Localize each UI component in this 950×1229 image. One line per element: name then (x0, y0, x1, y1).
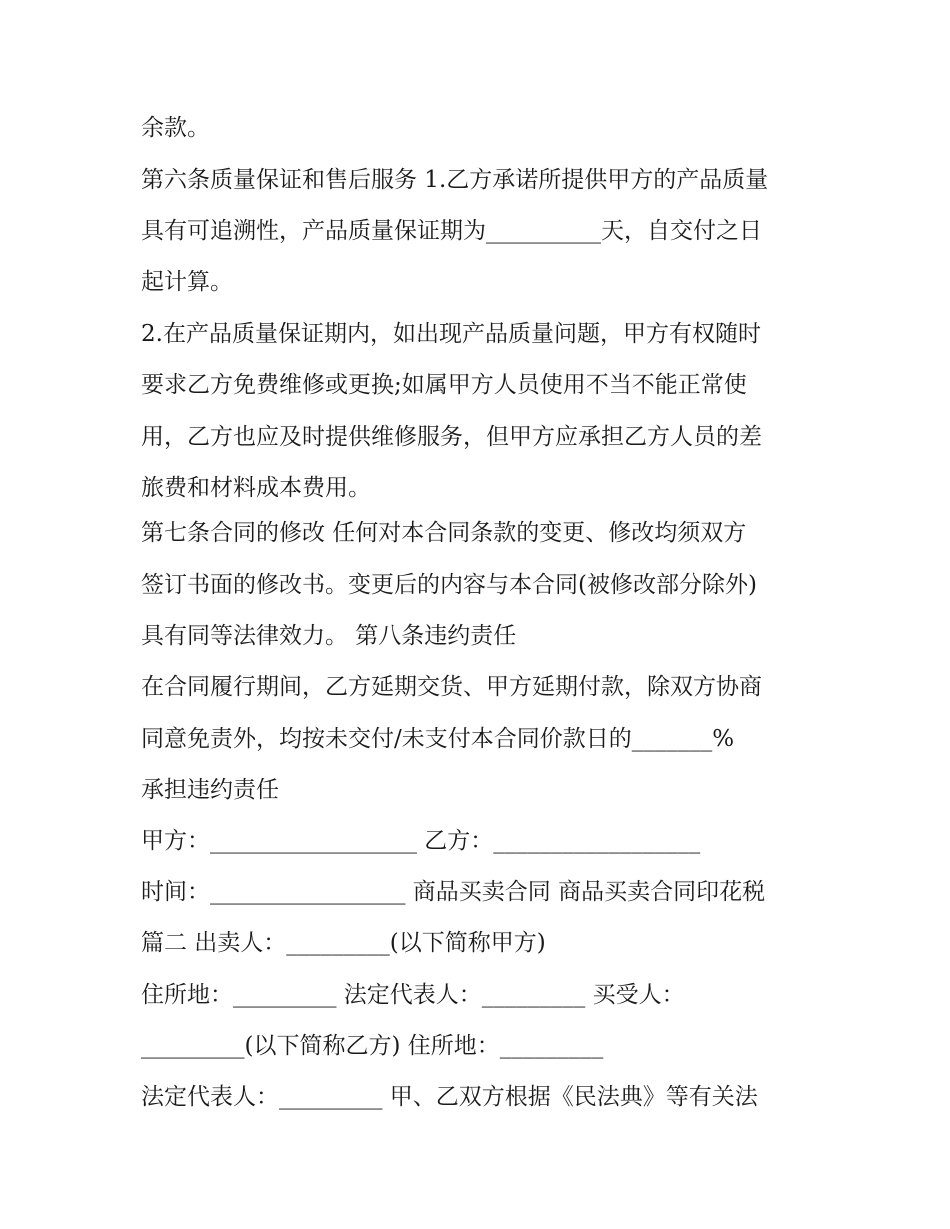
text-line: 住所地：_________ 法定代表人：_________ 买受人： (141, 982, 685, 1008)
text-line: 签订书面的修改书。变更后的内容与本合同(被修改部分除外) (141, 572, 757, 598)
text-line: 承担违约责任 (141, 777, 279, 803)
text-line: 起计算。 (141, 269, 233, 295)
text-line: 在合同履行期间，乙方延期交货、甲方延期付款，除双方协商 (141, 674, 762, 700)
text-line: 第七条合同的修改 任何对本合同条款的变更、修改均须双方 (141, 520, 747, 546)
text-line: 篇二 出卖人：_________(以下简称甲方) (141, 930, 546, 956)
text-line: 2.在产品质量保证期内，如出现产品质量问题，甲方有权随时 (141, 321, 761, 347)
text-line: 具有可追溯性，产品质量保证期为__________天，自交付之日 (141, 218, 762, 244)
text-line: 同意免责外，均按未交付/未支付本合同价款日的_______% (141, 726, 735, 752)
text-line: 余款。 (141, 115, 210, 141)
text-line: 用，乙方也应及时提供维修服务，但甲方应承担乙方人员的差 (141, 424, 762, 450)
text-line: _________(以下简称乙方) 住所地：_________ (141, 1033, 604, 1059)
text-line: 法定代表人：_________ 甲、乙双方根据《民法典》等有关法 (141, 1084, 758, 1110)
text-line: 旅费和材料成本费用。 (141, 475, 371, 501)
text-line: 第六条质量保证和售后服务 1.乙方承诺所提供甲方的产品质量 (141, 167, 769, 193)
text-line: 具有同等法律效力。 第八条违约责任 (141, 623, 517, 649)
signature-line: 甲方：__________________ 乙方：__________________ (141, 828, 701, 854)
text-line: 时间：_________________ 商品买卖合同 商品买卖合同印花税 (141, 879, 766, 905)
text-line: 要求乙方免费维修或更换;如属甲方人员使用不当不能正常使 (141, 372, 747, 398)
